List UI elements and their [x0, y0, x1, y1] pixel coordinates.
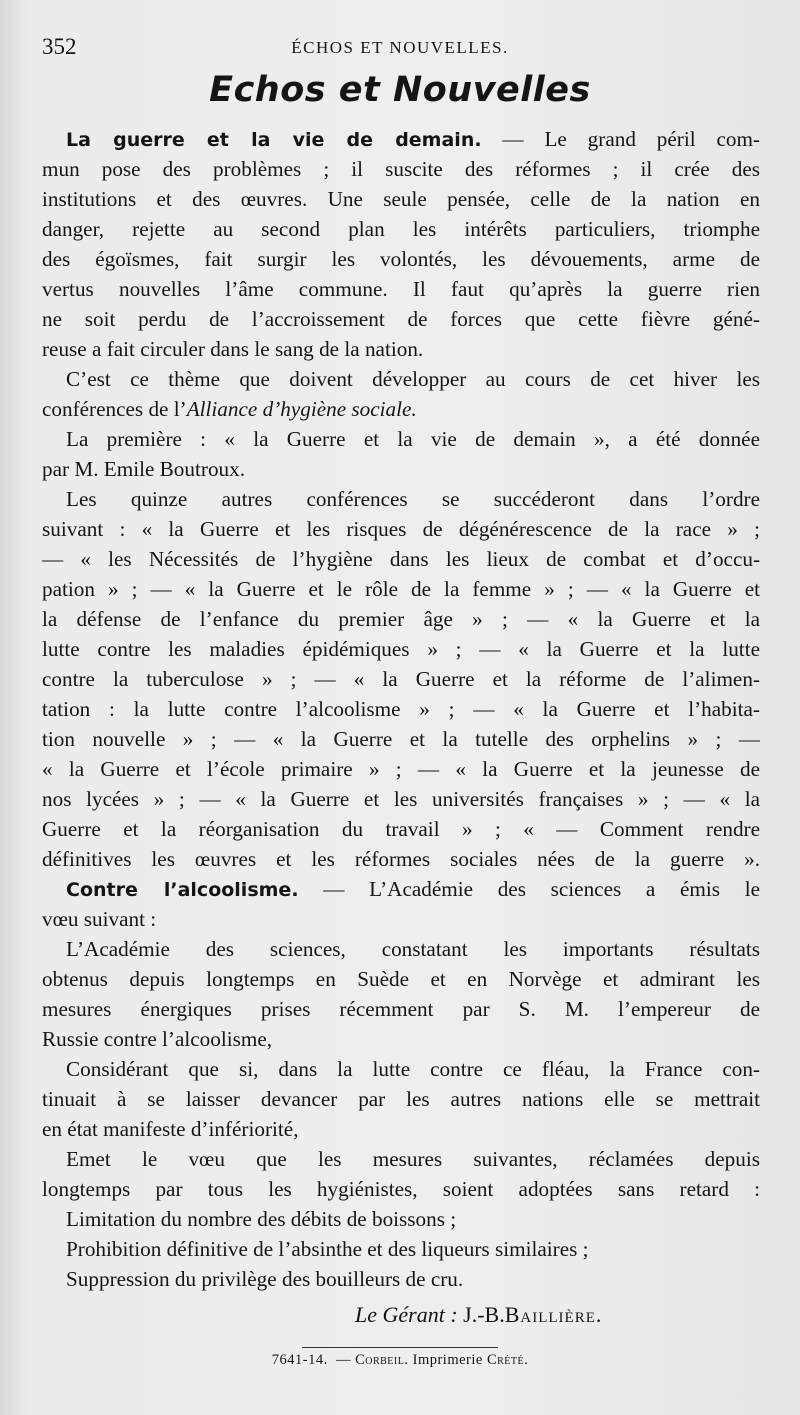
paragraph-line: mesures énergiques prises récemment par S. M. l’empereur de [42, 997, 760, 1021]
paragraph-line: C’est ce thème que doivent développer au cours de cet hiver les [66, 367, 760, 391]
print-code: 7641-14. [271, 1352, 328, 1368]
paragraph-line: par M. Emile Boutroux. [42, 457, 246, 481]
footer-divider [302, 1347, 498, 1348]
paragraph-line: des égoïsmes, fait surgir les volontés, les dévouements, arme de [42, 247, 760, 271]
section-heading-guerre: La guerre et la vie de demain. [66, 129, 482, 151]
footer-printer-name: Crété. [486, 1352, 529, 1368]
paragraph-line: Suppression du privilège des bouilleurs de cru. [66, 1267, 464, 1291]
article-body [42, 124, 760, 1294]
paragraph-line: Limitation du nombre des débits de boissons ; [66, 1207, 457, 1231]
page-header [42, 34, 758, 64]
signature [355, 1302, 602, 1328]
paragraph-line: longtemps par tous les hygiénistes, soient adoptées sans retard : [42, 1177, 760, 1201]
footer-printer-prefix: Imprimerie [412, 1352, 483, 1368]
alliance-name: Alliance d’hygiène sociale. [186, 397, 417, 421]
paragraph-line: tinuait à se laisser devancer par les autres nations elle se mettrait [42, 1087, 760, 1111]
signature-name: Baillière. [504, 1302, 603, 1327]
line-text: — Le grand péril com- [502, 127, 760, 151]
paragraph-line: « la Guerre et l’école primaire » ; — « la Guerre et la jeunesse de [42, 757, 760, 781]
paragraph-line: Guerre et la réorganisation du travail » ; « — Comment rendre [42, 817, 760, 841]
footer-separator: — [335, 1352, 351, 1368]
paragraph-line: reuse a fait circuler dans le sang de la nation. [42, 337, 424, 361]
paragraph-line: — « les Nécessités de l’hygiène dans les lieux de combat et d’occu- [42, 547, 760, 571]
paragraph-line [42, 394, 760, 424]
paragraph-line: institutions et des œuvres. Une seule pensée, celle de la nation en [42, 187, 760, 211]
printer-footer [0, 1352, 800, 1369]
paragraph-line: mun pose des problèmes ; il suscite des réformes ; il crée des [42, 157, 760, 181]
line-text: conférences de l’ [42, 397, 187, 421]
paragraph-line: vœu suivant : [42, 907, 157, 931]
paragraph-line: tation : la lutte contre l’alcoolisme » ; — « la Guerre et l’habita- [42, 697, 760, 721]
paragraph-line [42, 124, 760, 154]
paragraph-line: suivant : « la Guerre et les risques de dégénérescence de la race » ; [42, 517, 760, 541]
paragraph-line: ne soit perdu de l’accroissement de forces que cette fièvre géné- [42, 307, 760, 331]
paragraph-line: en état manifeste d’infériorité, [42, 1117, 299, 1141]
paragraph-line: nos lycées » ; — « la Guerre et les universités françaises » ; — « la [42, 787, 760, 811]
paragraph-line: tion nouvelle » ; — « la Guerre et la tutelle des orphelins » ; — [42, 727, 760, 751]
running-head: ÉCHOS ET NOUVELLES. [291, 38, 509, 57]
paragraph-line: Prohibition définitive de l’absinthe et des liqueurs similaires ; [66, 1237, 589, 1261]
paragraph-line: danger, rejette au second plan les intérêts particuliers, triomphe [42, 217, 760, 241]
signature-initials: J.-B. [463, 1302, 505, 1327]
article-title: Echos et Nouvelles [209, 70, 591, 110]
paragraph-line: la défense de l’enfance du premier âge » ; — « la Guerre et la [42, 607, 760, 631]
page-number: 352 [42, 34, 77, 59]
paragraph-line: pation » ; — « la Guerre et le rôle de la femme » ; — « la Guerre et [42, 577, 760, 601]
paragraph-line: Russie contre l’alcoolisme, [42, 1027, 273, 1051]
paragraph-line: Emet le vœu que les mesures suivantes, réclamées depuis [66, 1147, 760, 1171]
paragraph-line: définitives les œuvres et les réformes sociales nées de la guerre ». [42, 847, 760, 871]
paragraph-line: contre la tuberculose » ; — « la Guerre et la réforme de l’alimen- [42, 667, 760, 691]
paragraph-line [42, 874, 760, 904]
paragraph-line: La première : « la Guerre et la vie de demain », a été donnée [66, 427, 760, 451]
paragraph-line: vertus nouvelles l’âme commune. Il faut qu’après la guerre rien [42, 277, 760, 301]
paragraph-line: Les quinze autres conférences se succéderont dans l’ordre [66, 487, 760, 511]
line-text: — L’Académie des sciences a émis le [323, 877, 760, 901]
footer-city: Corbeil. [355, 1352, 409, 1368]
paragraph-line: L’Académie des sciences, constatant les importants résultats [66, 937, 760, 961]
paragraph-line: obtenus depuis longtemps en Suède et en Norvège et admirant les [42, 967, 760, 991]
signature-label: Le Gérant : [355, 1302, 458, 1327]
section-heading-alcoolisme: Contre l’alcoolisme. [66, 879, 299, 901]
paragraph-line: lutte contre les maladies épidémiques » ; — « la Guerre et la lutte [42, 637, 760, 661]
paragraph-line: Considérant que si, dans la lutte contre ce fléau, la France con- [66, 1057, 760, 1081]
